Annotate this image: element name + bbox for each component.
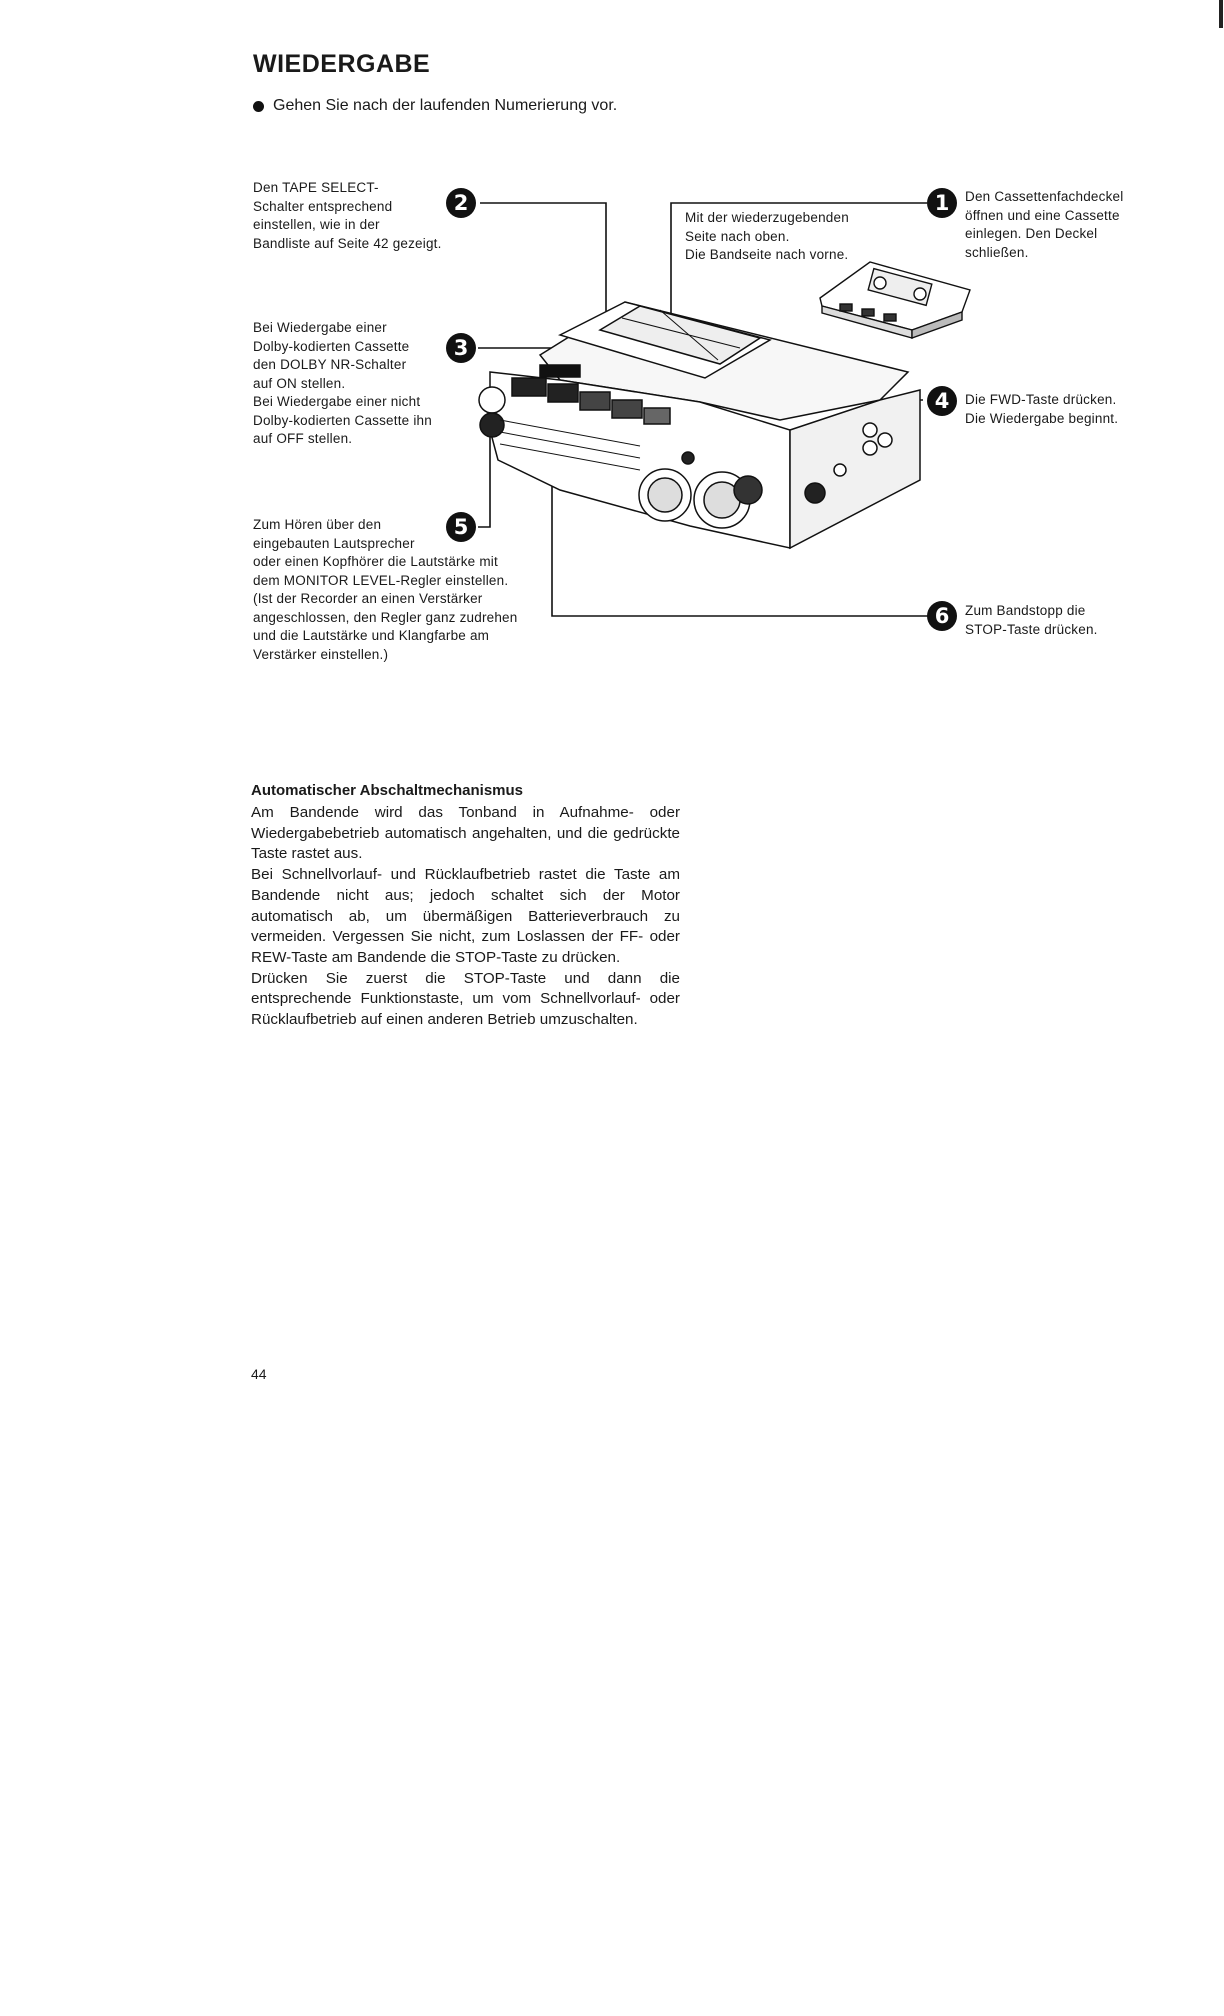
callout-badge-5: 5 bbox=[446, 512, 476, 542]
callout-badge-6: 6 bbox=[927, 601, 957, 631]
leader-2 bbox=[480, 203, 606, 340]
page-number: 44 bbox=[251, 1366, 267, 1382]
callout-text-1: Den Cassettenfachdeckel öffnen und eine Cassette einlegen. Den Deckel schließen. bbox=[965, 189, 1124, 260]
callout-text-5: Zum Hören über den eingebauten Lautsprecher oder einen Kopfhörer die Lautstärke mit dem MONITOR LEVEL-Regler einstellen. (Ist der Recorder an einen Verstärker angeschlossen, den Regler ganz zudrehen und die Lautstärke und Klangfarbe am Verstärker einstellen.) bbox=[253, 517, 518, 662]
recorder-drawing bbox=[479, 302, 920, 548]
auto-stop-heading: Automatischer Abschaltmechanismus bbox=[251, 782, 524, 799]
callout-text-6: Zum Bandstopp die STOP-Taste drücken. bbox=[965, 603, 1098, 637]
cassette-drawing bbox=[820, 262, 970, 338]
page-title: WIEDERGABE bbox=[253, 50, 431, 78]
callout-badge-2: 2 bbox=[446, 188, 476, 218]
callout-badge-1: 1 bbox=[927, 188, 957, 218]
auto-stop-paragraph-1: Am Bandende wird das Tonband in Aufnahme- oder Wiedergabebetrieb automatisch angehalten, und die gedrückte Taste rastet aus. bbox=[251, 804, 680, 863]
auto-stop-body bbox=[251, 803, 680, 1031]
callout-badge-4: 4 bbox=[927, 386, 957, 416]
callout-text-2: Den TAPE SELECT- Schalter entsprechend einstellen, wie in der Bandliste auf Seite 42 gezeigt. bbox=[253, 180, 442, 251]
auto-stop-paragraph-3: Drücken Sie zuerst die STOP-Taste und dann die entsprechende Funktionstaste, um vom Schnellvorlauf- oder Rücklaufbetrieb auf einen anderen Betrieb umzuschalten. bbox=[251, 969, 680, 1029]
cassette-note: Mit der wiederzugebenden Seite nach oben. Die Bandseite nach vorne. bbox=[685, 210, 849, 262]
callout-badge-3: 3 bbox=[446, 333, 476, 363]
callout-text-3: Bei Wiedergabe einer Dolby-kodierten Cassette den DOLBY NR-Schalter auf ON stellen. Bei Wiedergabe einer nicht Dolby-kodierten Cassette ihn auf OFF stellen. bbox=[253, 320, 432, 446]
callout-text-4: Die FWD-Taste drücken. Die Wiedergabe beginnt. bbox=[965, 392, 1119, 426]
auto-stop-paragraph-2: Bei Schnellvorlauf- und Rücklaufbetrieb rastet die Taste am Bandende nicht aus; jedoch schaltet sich der Motor automatisch ab, um übermäßigen Batterieverbrauch zu vermeiden. Vergessen Sie nicht, zum Loslassen der FF- oder REW-Taste am Bandende die STOP-Taste zu drücken. bbox=[251, 866, 680, 966]
intro-text: Gehen Sie nach der laufenden Numerierung vor. bbox=[273, 97, 618, 114]
leader-5 bbox=[478, 428, 490, 527]
